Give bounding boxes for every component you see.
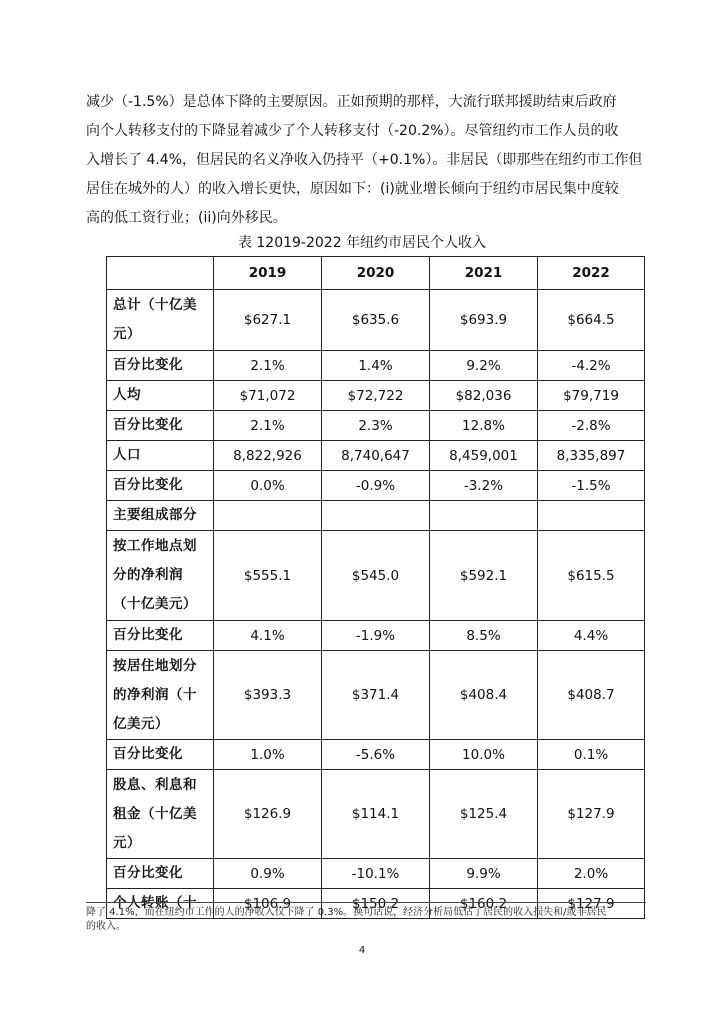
- table-cell: $664.5: [538, 290, 645, 351]
- table-cell: 0.9%: [214, 859, 322, 889]
- table-row: [107, 740, 645, 770]
- table-cell: -1.5%: [538, 471, 645, 501]
- table-cell: -4.2%: [538, 351, 645, 381]
- table-cell: 1.4%: [322, 351, 430, 381]
- row-label: 按工作地点划分的净利润（十亿美元）: [107, 531, 214, 621]
- body-line: 高的低工资行业；(ii)向外移民。: [86, 210, 287, 226]
- table-cell: -10.1%: [322, 859, 430, 889]
- body-paragraph: [86, 88, 642, 233]
- table-cell: 2.1%: [214, 351, 322, 381]
- row-label: 主要组成部分: [107, 501, 214, 531]
- row-label: 百分比变化: [107, 351, 214, 381]
- table-cell: -0.9%: [322, 471, 430, 501]
- table-cell: $371.4: [322, 651, 430, 740]
- row-label: 百分比变化: [107, 411, 214, 441]
- table-cell: $106.9: [214, 889, 322, 919]
- table-cell: 1.0%: [214, 740, 322, 770]
- row-label: 总计（十亿美元）: [107, 290, 214, 351]
- table-cell: [214, 501, 322, 531]
- table-cell: $127.9: [538, 770, 645, 859]
- table-cell: $408.7: [538, 651, 645, 740]
- table-cell: $125.4: [430, 770, 538, 859]
- row-label: 百分比变化: [107, 471, 214, 501]
- body-line: 向个人转移支付的下降显着减少了个人转移支付（-20.2%）。尽管纽约市工作人员的收: [86, 123, 619, 139]
- table-header-row: [107, 257, 645, 290]
- footnote-line: 降了 4.1%，而在纽约市工作的人的净收入仅下降了 0.3%。换句话说，经济分析局低估了居民的收入损失和/或非居民: [86, 907, 607, 918]
- footnote-line: 的收入。: [86, 921, 126, 932]
- table-cell: $555.1: [214, 531, 322, 621]
- table-cell: 2.0%: [538, 859, 645, 889]
- table-row: [107, 471, 645, 501]
- table-cell: $627.1: [214, 290, 322, 351]
- table-cell: -2.8%: [538, 411, 645, 441]
- table-cell: 9.2%: [430, 351, 538, 381]
- footnote-divider: [86, 902, 646, 903]
- table-caption: 表 12019-2022 年纽约市居民个人收入: [237, 235, 487, 251]
- table-cell: $127.9: [538, 889, 645, 919]
- table-cell: 12.8%: [430, 411, 538, 441]
- table-cell: $615.5: [538, 531, 645, 621]
- table-cell: $126.9: [214, 770, 322, 859]
- table-cell: 8,459,001: [430, 441, 538, 471]
- table-cell: 9.9%: [430, 859, 538, 889]
- body-line: 居住在城外的人）的收入增长更快，原因如下：(i)就业增长倾向于纽约市居民集中度较: [86, 181, 619, 197]
- table-cell: $160.2: [430, 889, 538, 919]
- income-table: [106, 256, 645, 919]
- row-label: 个人转账（十: [107, 889, 214, 919]
- table-cell: $592.1: [430, 531, 538, 621]
- table-cell: $79,719: [538, 381, 645, 411]
- table-cell: 10.0%: [430, 740, 538, 770]
- table-cell: 2.1%: [214, 411, 322, 441]
- table-cell: $635.6: [322, 290, 430, 351]
- table-cell: 0.0%: [214, 471, 322, 501]
- table-cell: 8,335,897: [538, 441, 645, 471]
- table-cell: $393.3: [214, 651, 322, 740]
- row-label: 百分比变化: [107, 859, 214, 889]
- table-row: [107, 381, 645, 411]
- year-header: 2022: [538, 257, 645, 290]
- table-cell: $408.4: [430, 651, 538, 740]
- table-cell: $71,072: [214, 381, 322, 411]
- row-label: 百分比变化: [107, 740, 214, 770]
- table-cell: 4.4%: [538, 621, 645, 651]
- page-number: 4: [358, 945, 366, 956]
- table-cell: 8.5%: [430, 621, 538, 651]
- table-cell: $693.9: [430, 290, 538, 351]
- table-cell: 8,740,647: [322, 441, 430, 471]
- row-label: 百分比变化: [107, 621, 214, 651]
- row-label: 人口: [107, 441, 214, 471]
- table-cell: $150.2: [322, 889, 430, 919]
- table-cell: 4.1%: [214, 621, 322, 651]
- row-label: 股息、利息和租金（十亿美元）: [107, 770, 214, 859]
- row-label: 按居住地划分的净利润（十亿美元）: [107, 651, 214, 740]
- table-cell: [538, 501, 645, 531]
- footnote: [86, 906, 646, 934]
- table-cell: $72,722: [322, 381, 430, 411]
- table-cell: 0.1%: [538, 740, 645, 770]
- table-cell: 2.3%: [322, 411, 430, 441]
- row-label: 人均: [107, 381, 214, 411]
- year-header: 2021: [430, 257, 538, 290]
- table-row: [107, 621, 645, 651]
- body-line: 减少（-1.5%）是总体下降的主要原因。正如预期的那样，大流行联邦援助结束后政府: [86, 94, 617, 110]
- table-cell: $545.0: [322, 531, 430, 621]
- table-row: [107, 859, 645, 889]
- table-row: [107, 651, 645, 740]
- body-line: 入增长了 4.4%，但居民的名义净收入仍持平（+0.1%）。非居民（即那些在纽约市工作但: [86, 152, 643, 168]
- table-cell: -3.2%: [430, 471, 538, 501]
- header-corner-cell: [107, 257, 214, 290]
- table-row: [107, 351, 645, 381]
- table-cell: -5.6%: [322, 740, 430, 770]
- table-row: [107, 411, 645, 441]
- year-header: 2019: [214, 257, 322, 290]
- table-row: [107, 531, 645, 621]
- table-cell: [430, 501, 538, 531]
- table-row: [107, 290, 645, 351]
- year-header: 2020: [322, 257, 430, 290]
- table-row: [107, 501, 645, 531]
- table-cell: -1.9%: [322, 621, 430, 651]
- table-cell: $114.1: [322, 770, 430, 859]
- table-row: [107, 441, 645, 471]
- table-row: [107, 770, 645, 859]
- table-cell: [322, 501, 430, 531]
- table-cell: $82,036: [430, 381, 538, 411]
- table-cell: 8,822,926: [214, 441, 322, 471]
